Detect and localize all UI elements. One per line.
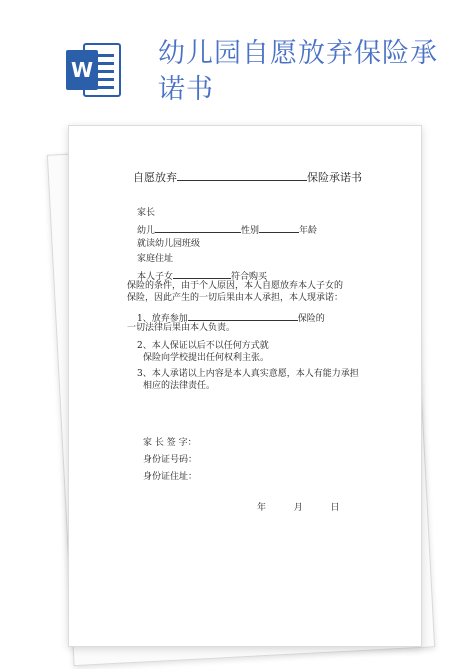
gender-blank [259, 222, 299, 233]
signature-label: 家 长 签 字： [143, 438, 197, 448]
id-number-label: 身份证号码： [143, 455, 198, 465]
item1-blank [188, 310, 298, 321]
class-label: 就读幼儿园班级 [137, 239, 201, 249]
date-line [257, 502, 340, 514]
item-2-cont: 保险向学校提出任何权利主张。 [143, 353, 270, 363]
para-line1-b: 符合购买 [231, 272, 268, 282]
item-3-cont: 相应的法律责任。 [143, 381, 216, 391]
year-label: 年 [257, 503, 267, 513]
child-name-blank [155, 222, 241, 233]
doc-title-right: 保险承诺书 [307, 171, 362, 184]
watermark: ​ [106, 246, 112, 260]
address-label: 家庭住址 [137, 254, 174, 264]
header [0, 0, 474, 120]
gender-label: 性别 [241, 226, 260, 236]
child-label: 幼儿 [137, 226, 156, 236]
word-icon-letter: W [70, 58, 94, 82]
item-1-cont: 一切法律后果由本人负责。 [127, 323, 236, 333]
doc-title-left: 自愿放弃 [133, 171, 177, 184]
id-address-label: 身份证住址： [143, 472, 198, 482]
item1-a: 1、放弃参加 [137, 314, 188, 324]
child-line [137, 222, 317, 237]
word-document-icon [62, 38, 126, 102]
para-line1-a: 本人子女 [137, 272, 174, 282]
item-2-line: 2、本人保证以后不以任何方式就 [137, 341, 269, 351]
day-label: 日 [330, 503, 340, 513]
child-insurance-blank [173, 268, 231, 279]
para-line-3: 保险，因此产生的一切后果由本人承担，本人现承诺： [127, 293, 344, 303]
item-3-line: 3、本人承诺以上内容是本人真实意愿，本人有能力承担 [137, 369, 359, 379]
guardian-label: 家长 [137, 208, 156, 218]
month-label: 月 [293, 503, 303, 513]
page-title: 幼儿园自愿放弃保险承诺书 [158, 38, 438, 105]
para-line-2: 保险的条件，由于个人原因，本人自愿放弃本人子女的 [127, 281, 344, 291]
document-page [68, 125, 422, 647]
item1-b: 保险的 [297, 314, 325, 324]
age-label: 年龄 [299, 226, 318, 236]
title-blank [177, 170, 307, 181]
doc-title-line [133, 170, 362, 184]
